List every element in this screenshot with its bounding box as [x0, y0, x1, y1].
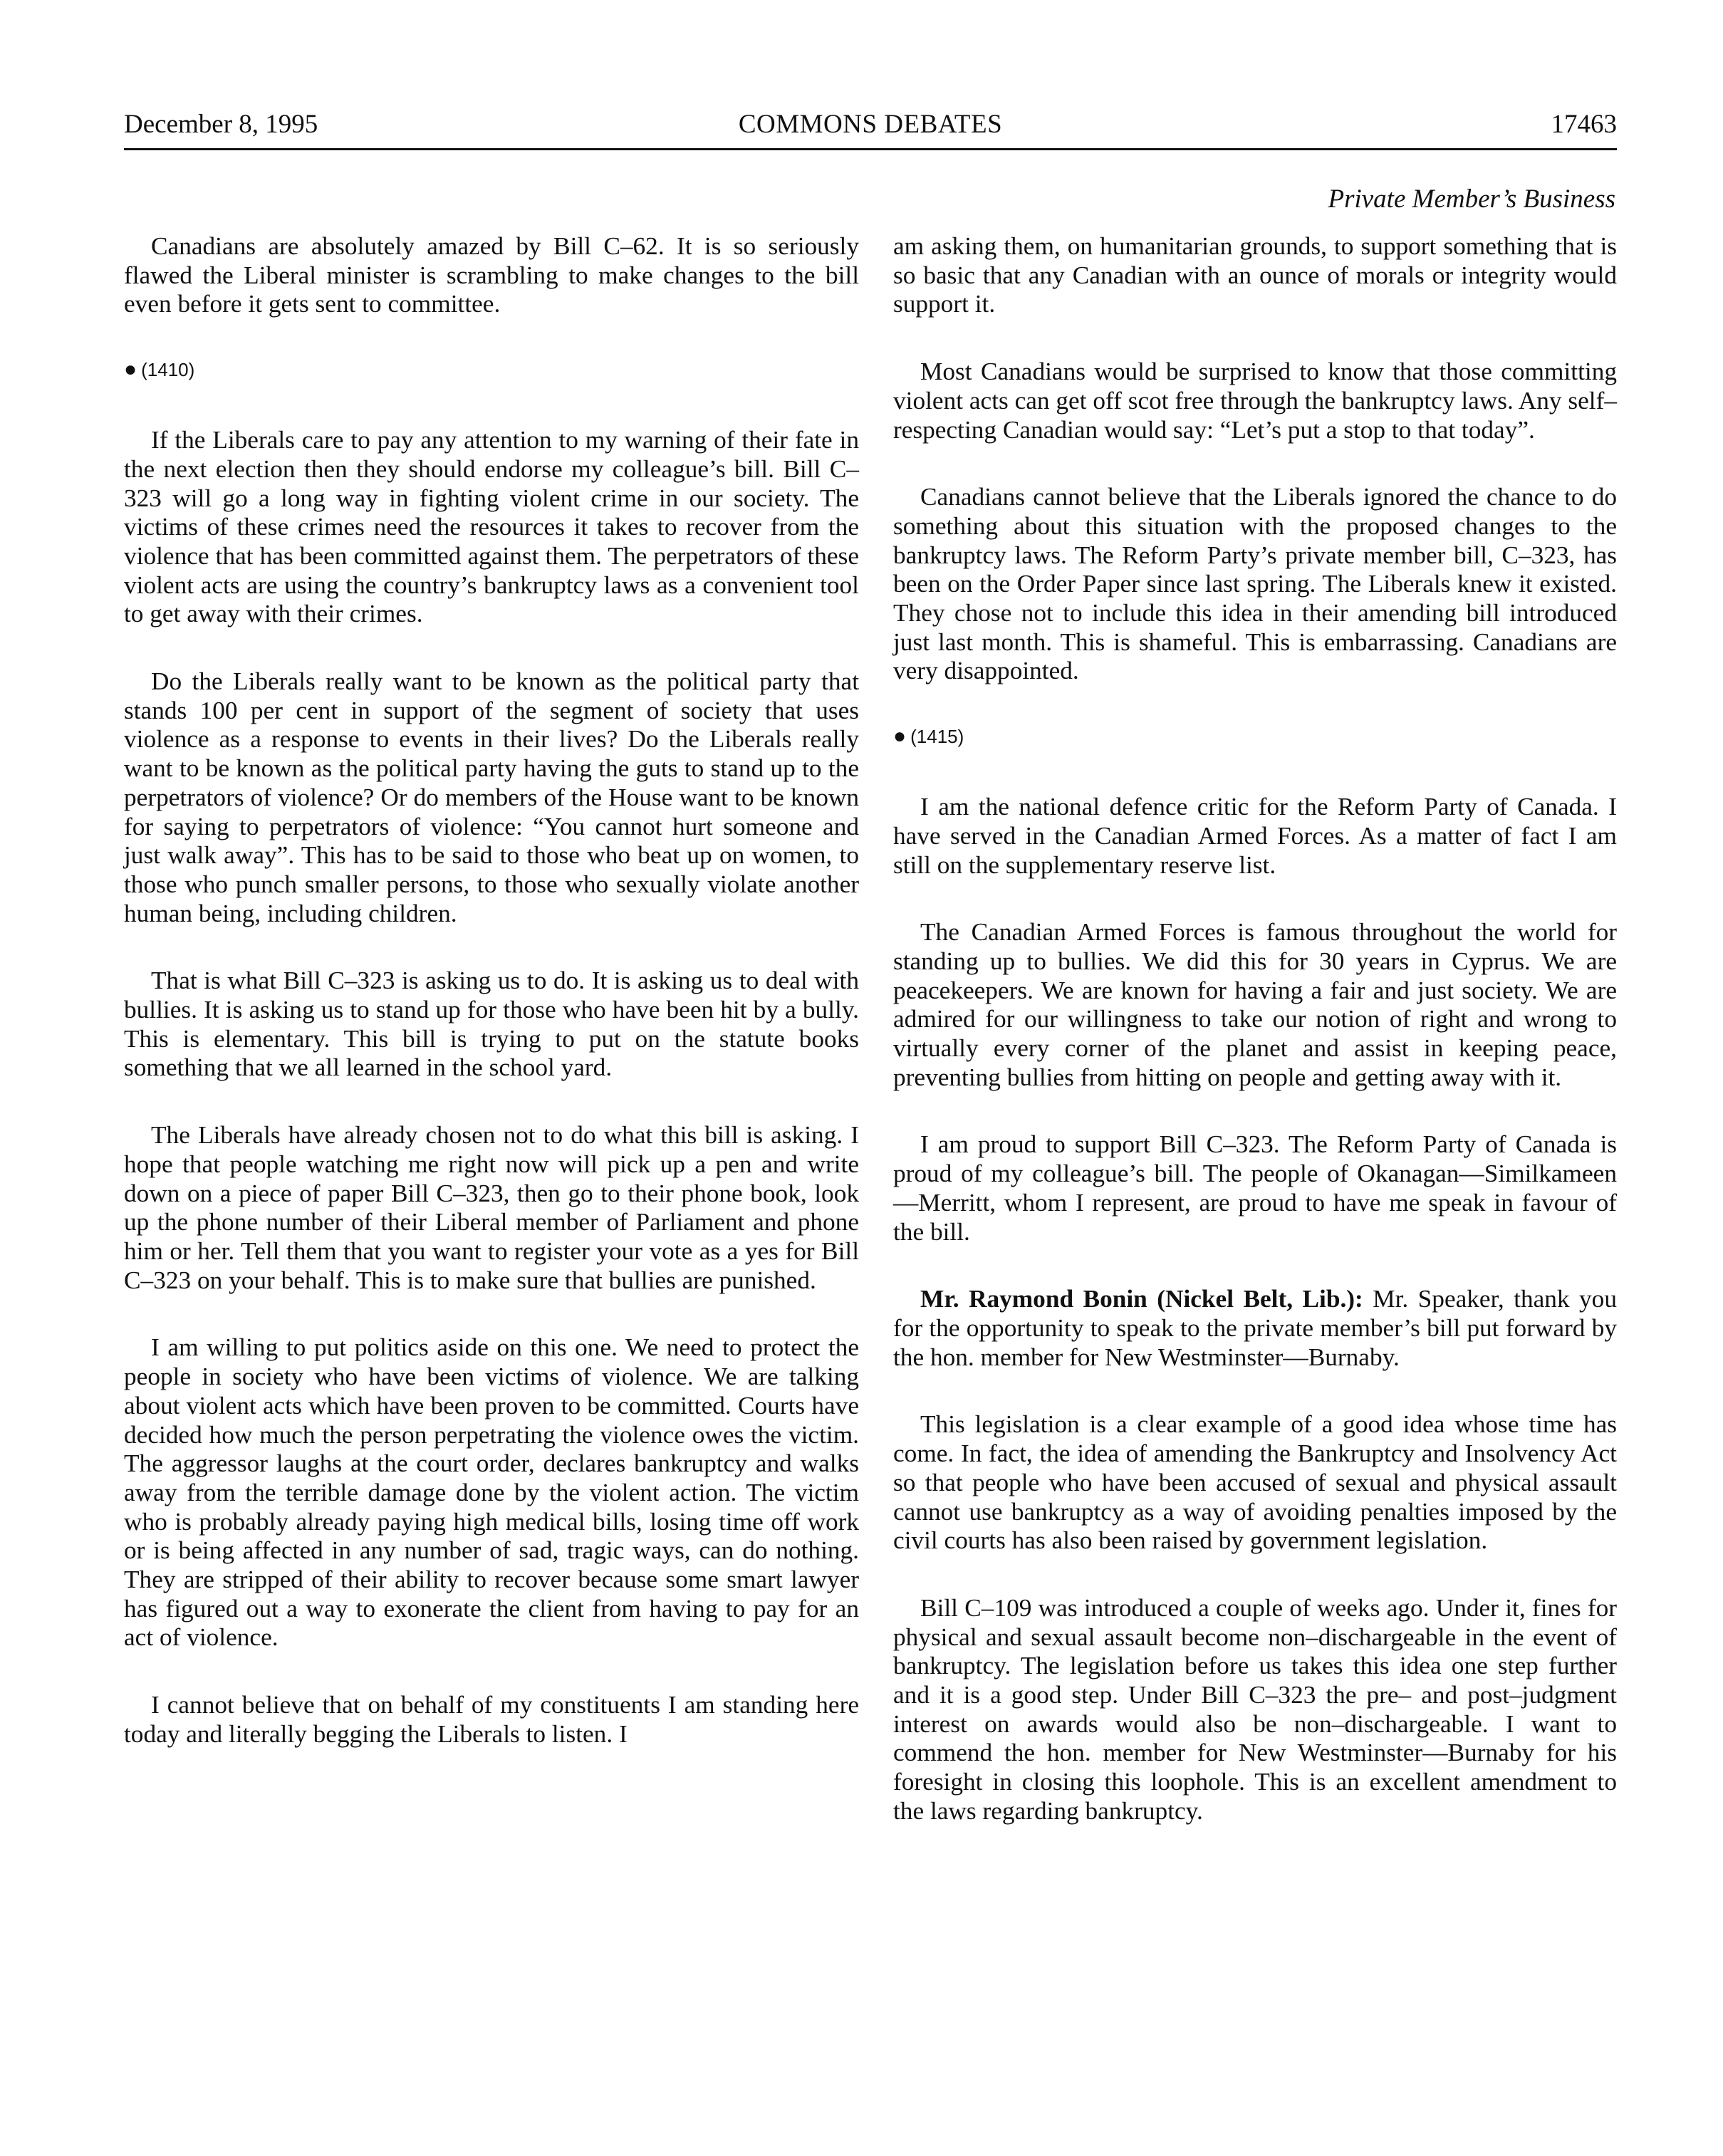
header-title: COMMONS DEBATES [738, 110, 1003, 139]
paragraph-continued: am asking them, on humanitarian grounds, to support something that is so basic that any Canadian with an ounce of morals or integrity would support it. [893, 232, 1617, 318]
paragraph: The Canadian Armed Forces is famous throughout the world for standing up to bullies. We did this for 30 years in Cyprus. We are peacekeepers. We are known for having a fair and just society. We are admired for our willingness to take our notion of right and wrong to virtually every corner of the planet and assist in keeping peace, preventing bullies from hitting on people and getting away with it. [893, 918, 1617, 1091]
paragraph: If the Liberals care to pay any attention to my warning of their fate in the next election then they should endorse my colleague’s bill. Bill C–323 will go a long way in fighting violent crime in our society. The victims of these crimes need the resources it takes to recover from the violence that has been committed against them. The perpetrators of these violent acts are using the country’s bankruptcy laws as a convenient tool to get away with their crimes. [124, 426, 859, 628]
paragraph: I cannot believe that on behalf of my constituents I am standing here today and literally begging the Liberals to listen. I [124, 1691, 859, 1748]
header-rule [124, 148, 1617, 150]
left-column [124, 232, 859, 1788]
speaker-text: Mr. Speaker, thank you for the opportunity to speak to the private member’s bill put forward by the hon. member for New Westminster—Burnaby. [893, 1285, 1617, 1371]
bullet-icon: ● [893, 724, 907, 749]
paragraph: That is what Bill C–323 is asking us to do. It is asking us to deal with bullies. It is asking us to stand up for those who have been hit by a bully. This is elementary. This bill is trying to put on the statute books something that we all learned in the school yard. [124, 967, 859, 1082]
speaker-name: Mr. Raymond Bonin (Nickel Belt, Lib.): [920, 1285, 1363, 1313]
time-stamp [893, 724, 1617, 749]
paragraph: Canadians are absolutely amazed by Bill C–62. It is so seriously flawed the Liberal minister is scrambling to make changes to the bill even before it gets sent to committee. [124, 232, 859, 318]
header-page-number: 17463 [1551, 110, 1617, 139]
paragraph: Bill C–109 was introduced a couple of weeks ago. Under it, fines for physical and sexual assault become non–dischargeable in the event of bankruptcy. The legislation before us takes this idea one step further and it is a good step. Under Bill C–323 the pre– and post–judgment interest on awards would also be non–dischargeable. I want to commend the hon. member for New Westminster—Burnaby for his foresight in closing this loophole. This is an excellent amendment to the laws regarding bankruptcy. [893, 1593, 1617, 1825]
paragraph: Do the Liberals really want to be known as the political party that stands 100 per cent in support of the segment of society that uses violence as a response to events in their lives? Do the Liberals really want to be known as the political party having the guts to stand up to the perpetrators of violence? Or do members of the House want to be known for saying to perpetrators of violence: “You cannot hurt someone and just walk away”. This has to be said to those who beat up on women, to those who punch smaller persons, to those who sexually violate another human being, including children. [124, 667, 859, 927]
paragraph: Canadians cannot believe that the Liberals ignored the chance to do something about this situation with the proposed changes to the bankruptcy laws. The Reform Party’s private member bill, C–323, has been on the Order Paper since last spring. The Liberals knew it existed. They chose not to include this idea in their amending bill introduced just last month. This is shameful. This is embarrassing. Canadians are very disappointed. [893, 483, 1617, 685]
time-stamp [124, 358, 859, 382]
header-date: December 8, 1995 [124, 110, 318, 139]
speaker-paragraph [893, 1285, 1617, 1372]
paragraph: I am the national defence critic for the Reform Party of Canada. I have served in the Canadian Armed Forces. As a matter of fact I am still on the supplementary reserve list. [893, 793, 1617, 879]
paragraph: I am willing to put politics aside on this one. We need to protect the people in society who have been victims of violence. We are talking about violent acts which have been proven to be committed. Courts have decided how much the person perpetrating the violence owes the victim. The aggressor laughs at the court order, declares bankruptcy and walks away from the terrible damage done by the violent action. The victim who is probably already paying high medical bills, losing time off work or is being affected in any number of sad, tragic ways, can do nothing. They are stripped of their ability to recover because some smart lawyer has figured out a way to exonerate the client from having to pay for an act of violence. [124, 1333, 859, 1652]
section-title: Private Member’s Business [1328, 184, 1615, 214]
paragraph: This legislation is a clear example of a good idea whose time has come. In fact, the idea of amending the Bankruptcy and Insolvency Act so that people who have been accused of sexual and physical assault cannot use bankruptcy as a way of avoiding penalties imposed by the civil courts has also been raised by government legislation. [893, 1410, 1617, 1555]
right-column [893, 232, 1617, 1865]
paragraph: I am proud to support Bill C–323. The Reform Party of Canada is proud of my colleague’s bill. The people of Okanagan—Similkameen—Merritt, whom I represent, are proud to have me speak in favour of the bill. [893, 1130, 1617, 1246]
paragraph: The Liberals have already chosen not to do what this bill is asking. I hope that people watching me right now will pick up a pen and write down on a piece of paper Bill C–323, then go to their phone book, look up the phone number of their Liberal member of Parliament and phone him or her. Tell them that you want to register your vote as a yes for Bill C–323 on your behalf. This is to make sure that bullies are punished. [124, 1121, 859, 1294]
bullet-icon: ● [124, 358, 137, 382]
time-stamp-text: (1410) [141, 359, 195, 381]
time-stamp-text: (1415) [910, 726, 964, 748]
running-header [124, 105, 1617, 144]
paragraph: Most Canadians would be surprised to know that those committing violent acts can get off scot free through the bankruptcy laws. Any self–respecting Canadian would say: “Let’s put a stop to that today”. [893, 358, 1617, 444]
